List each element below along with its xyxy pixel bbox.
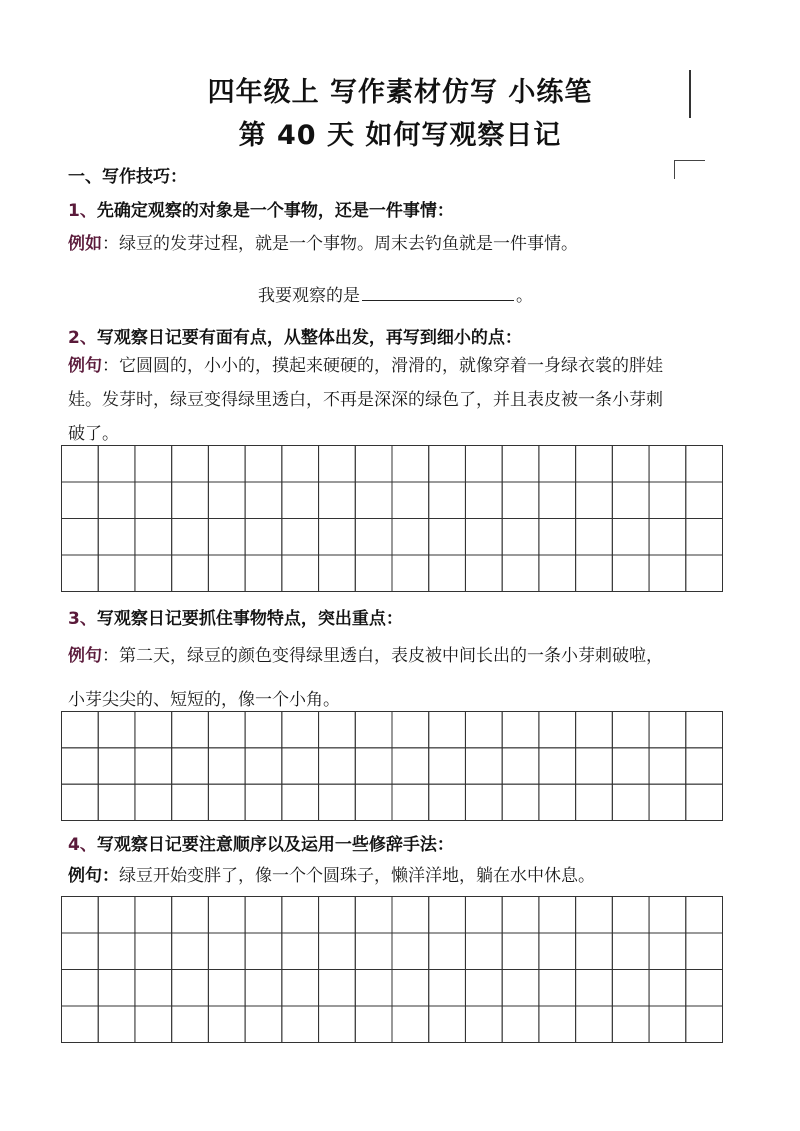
scan-corner-mark: [674, 160, 705, 179]
grid-cell[interactable]: [319, 933, 356, 970]
point-2-number: 2、: [68, 328, 97, 348]
grid-cell[interactable]: [355, 748, 392, 784]
grid-cell[interactable]: [539, 519, 576, 556]
grid-cell[interactable]: [135, 1006, 172, 1043]
grid-cell[interactable]: [62, 1006, 99, 1043]
grid-cell[interactable]: [172, 519, 209, 556]
grid-cell[interactable]: [465, 933, 502, 970]
grid-cell[interactable]: [429, 933, 466, 970]
grid-cell[interactable]: [62, 555, 99, 592]
scan-edge-mark: [689, 70, 691, 118]
grid-cell[interactable]: [429, 555, 466, 592]
grid-cell[interactable]: [282, 555, 319, 592]
grid-cell[interactable]: [172, 970, 209, 1007]
grid-cell[interactable]: [465, 519, 502, 556]
grid-cell[interactable]: [649, 748, 686, 784]
grid-cell[interactable]: [649, 712, 686, 748]
point-2-example: [68, 349, 663, 451]
grid-cell[interactable]: [686, 1006, 723, 1043]
grid-cell[interactable]: [135, 446, 172, 483]
grid-cell[interactable]: [686, 784, 723, 820]
grid-cell[interactable]: [429, 482, 466, 519]
grid-cell[interactable]: [282, 933, 319, 970]
grid-cell[interactable]: [649, 519, 686, 556]
grid-cell[interactable]: [576, 482, 613, 519]
writing-grid-2[interactable]: [61, 711, 723, 821]
point-1-title: [68, 196, 454, 221]
writing-grid-1[interactable]: [61, 445, 723, 592]
observe-prompt-end: 。: [516, 286, 533, 306]
grid-cell[interactable]: [245, 519, 282, 556]
grid-cell[interactable]: [465, 482, 502, 519]
example-label: 例句：: [68, 866, 119, 886]
grid-cell[interactable]: [392, 712, 429, 748]
grid-cell[interactable]: [62, 897, 99, 934]
grid-cell[interactable]: [208, 519, 245, 556]
grid-cell[interactable]: [612, 446, 649, 483]
grid-cell[interactable]: [282, 519, 319, 556]
example-line: [68, 634, 663, 678]
grid-cell[interactable]: [612, 748, 649, 784]
grid-cell[interactable]: [245, 784, 282, 820]
grid-cell[interactable]: [686, 482, 723, 519]
grid-cell[interactable]: [172, 933, 209, 970]
point-4-example: [68, 859, 595, 893]
grid-cell[interactable]: [612, 519, 649, 556]
example-text: ：第二天，绿豆的颜色变得绿里透白，表皮被中间长出的一条小芽刺破啦，: [102, 646, 663, 666]
grid-cell[interactable]: [245, 970, 282, 1007]
grid-cell[interactable]: [355, 712, 392, 748]
example-line: 破了。: [68, 424, 119, 444]
grid-cell[interactable]: [649, 482, 686, 519]
grid-cell[interactable]: [282, 784, 319, 820]
grid-cell[interactable]: [539, 446, 576, 483]
grid-cell[interactable]: [208, 1006, 245, 1043]
grid-cell[interactable]: [649, 555, 686, 592]
grid-cell[interactable]: [392, 519, 429, 556]
grid-cell[interactable]: [319, 712, 356, 748]
example-text: ：它圆圆的，小小的，摸起来硬硬的，滑滑的，就像穿着一身绿衣裳的胖娃: [102, 356, 663, 376]
grid-cell[interactable]: [355, 784, 392, 820]
grid-cell[interactable]: [355, 970, 392, 1007]
grid-cell[interactable]: [429, 446, 466, 483]
point-1-example: [68, 227, 578, 261]
grid-cell[interactable]: [282, 482, 319, 519]
grid-cell[interactable]: [98, 748, 135, 784]
grid-cell[interactable]: [319, 446, 356, 483]
grid-cell[interactable]: [429, 897, 466, 934]
grid-cell[interactable]: [245, 748, 282, 784]
example-line: 小芽尖尖的、短短的，像一个小角。: [68, 690, 340, 710]
grid-cell[interactable]: [245, 933, 282, 970]
grid-cell[interactable]: [208, 712, 245, 748]
example-label: 例如: [68, 234, 102, 254]
grid-cell[interactable]: [686, 970, 723, 1007]
grid-cell[interactable]: [135, 933, 172, 970]
grid-cell[interactable]: [539, 933, 576, 970]
grid-cell[interactable]: [208, 970, 245, 1007]
grid-cell[interactable]: [539, 712, 576, 748]
grid-cell[interactable]: [245, 897, 282, 934]
grid-cell[interactable]: [208, 446, 245, 483]
grid-cell[interactable]: [135, 555, 172, 592]
grid-cell[interactable]: [208, 482, 245, 519]
grid-cell[interactable]: [465, 555, 502, 592]
grid-cell[interactable]: [208, 933, 245, 970]
grid-cell[interactable]: [319, 1006, 356, 1043]
page-title-line2: 第 40 天 如何写观察日记: [238, 120, 562, 151]
grid-cell[interactable]: [612, 482, 649, 519]
grid-cell[interactable]: [392, 897, 429, 934]
grid-cell[interactable]: [172, 784, 209, 820]
grid-cell[interactable]: [355, 446, 392, 483]
grid-cell[interactable]: [502, 933, 539, 970]
grid-cell[interactable]: [465, 784, 502, 820]
grid-cell[interactable]: [465, 1006, 502, 1043]
grid-cell[interactable]: [62, 970, 99, 1007]
point-4-number: 4、: [68, 835, 97, 855]
grid-cell[interactable]: [172, 897, 209, 934]
grid-cell[interactable]: [392, 748, 429, 784]
grid-cell[interactable]: [686, 897, 723, 934]
grid-cell[interactable]: [98, 897, 135, 934]
grid-cell[interactable]: [392, 970, 429, 1007]
grid-cell[interactable]: [135, 784, 172, 820]
point-3-number: 3、: [68, 609, 97, 629]
grid-cell[interactable]: [539, 784, 576, 820]
point-3-example: [68, 634, 663, 722]
observe-prompt-text: 我要观察的是: [258, 286, 360, 306]
grid-cell[interactable]: [62, 748, 99, 784]
grid-cell[interactable]: [135, 748, 172, 784]
grid-cell[interactable]: [245, 712, 282, 748]
grid-cell[interactable]: [392, 482, 429, 519]
grid-cell[interactable]: [392, 555, 429, 592]
grid-cell[interactable]: [62, 482, 99, 519]
grid-cell[interactable]: [686, 933, 723, 970]
example-text: ：绿豆的发芽过程，就是一个事物。周末去钓鱼就是一件事情。: [102, 234, 578, 254]
grid-cell[interactable]: [62, 933, 99, 970]
point-3-title-text: 写观察日记要抓住事物特点，突出重点：: [96, 609, 403, 629]
grid-cell[interactable]: [576, 933, 613, 970]
grid-cell[interactable]: [686, 446, 723, 483]
grid-cell[interactable]: [539, 748, 576, 784]
grid-cell[interactable]: [98, 1006, 135, 1043]
grid-cell[interactable]: [576, 970, 613, 1007]
grid-cell[interactable]: [465, 748, 502, 784]
point-3-title: [68, 604, 403, 629]
grid-cell[interactable]: [502, 784, 539, 820]
grid-cell[interactable]: [686, 519, 723, 556]
grid-cell[interactable]: [465, 970, 502, 1007]
grid-cell[interactable]: [355, 555, 392, 592]
point-4-title: [68, 830, 454, 855]
grid-cell[interactable]: [62, 446, 99, 483]
grid-cell[interactable]: [465, 897, 502, 934]
grid-cell[interactable]: [502, 748, 539, 784]
grid-cell[interactable]: [649, 933, 686, 970]
grid-cell[interactable]: [502, 1006, 539, 1043]
grid-cell[interactable]: [612, 1006, 649, 1043]
grid-cell[interactable]: [539, 555, 576, 592]
grid-cell[interactable]: [355, 933, 392, 970]
observe-prompt: [258, 279, 533, 313]
grid-cell[interactable]: [429, 1006, 466, 1043]
grid-cell[interactable]: [282, 712, 319, 748]
grid-cell[interactable]: [62, 712, 99, 748]
grid-cell[interactable]: [98, 933, 135, 970]
grid-cell[interactable]: [245, 555, 282, 592]
grid-cell[interactable]: [392, 1006, 429, 1043]
grid-cell[interactable]: [282, 446, 319, 483]
grid-cell[interactable]: [245, 482, 282, 519]
grid-cell[interactable]: [355, 897, 392, 934]
grid-cell[interactable]: [576, 519, 613, 556]
grid-cell[interactable]: [539, 1006, 576, 1043]
example-text: 绿豆开始变胖了，像一个个圆珠子，懒洋洋地，躺在水中休息。: [119, 866, 595, 886]
grid-cell[interactable]: [502, 519, 539, 556]
grid-cell[interactable]: [576, 446, 613, 483]
grid-cell[interactable]: [282, 970, 319, 1007]
grid-cell[interactable]: [319, 784, 356, 820]
grid-cell[interactable]: [355, 482, 392, 519]
grid-cell[interactable]: [319, 482, 356, 519]
grid-cell[interactable]: [172, 1006, 209, 1043]
grid-cell[interactable]: [62, 519, 99, 556]
grid-cell[interactable]: [319, 897, 356, 934]
grid-cell[interactable]: [612, 784, 649, 820]
page-title-line1: 四年级上 写作素材仿写 小练笔: [207, 77, 593, 108]
grid-cell[interactable]: [612, 897, 649, 934]
grid-cell[interactable]: [245, 446, 282, 483]
grid-cell[interactable]: [576, 748, 613, 784]
grid-cell[interactable]: [539, 897, 576, 934]
grid-cell[interactable]: [612, 555, 649, 592]
grid-cell[interactable]: [172, 712, 209, 748]
example-line: [68, 349, 663, 383]
grid-cell[interactable]: [612, 970, 649, 1007]
grid-cell[interactable]: [135, 712, 172, 748]
grid-cell[interactable]: [135, 519, 172, 556]
grid-cell[interactable]: [208, 784, 245, 820]
grid-cell[interactable]: [98, 519, 135, 556]
grid-cell[interactable]: [282, 748, 319, 784]
grid-cell[interactable]: [98, 784, 135, 820]
grid-cell[interactable]: [98, 712, 135, 748]
grid-cell[interactable]: [502, 482, 539, 519]
grid-cell[interactable]: [686, 748, 723, 784]
point-2-title: [68, 323, 522, 348]
grid-cell[interactable]: [355, 519, 392, 556]
grid-cell[interactable]: [429, 748, 466, 784]
grid-cell[interactable]: [98, 482, 135, 519]
grid-cell[interactable]: [98, 970, 135, 1007]
grid-cell[interactable]: [319, 748, 356, 784]
grid-cell[interactable]: [576, 712, 613, 748]
example-line: 娃。发芽时，绿豆变得绿里透白，不再是深深的绿色了，并且表皮被一条小芽刺: [68, 390, 663, 410]
point-1-number: 1、: [68, 201, 97, 221]
grid-cell[interactable]: [172, 446, 209, 483]
grid-cell[interactable]: [319, 970, 356, 1007]
grid-cell[interactable]: [392, 933, 429, 970]
grid-cell[interactable]: [502, 555, 539, 592]
grid-cell[interactable]: [686, 555, 723, 592]
grid-cell[interactable]: [208, 748, 245, 784]
grid-cell[interactable]: [208, 897, 245, 934]
grid-cell[interactable]: [172, 748, 209, 784]
grid-cell[interactable]: [245, 1006, 282, 1043]
observe-answer-blank[interactable]: [362, 286, 514, 301]
grid-cell[interactable]: [576, 897, 613, 934]
grid-cell[interactable]: [429, 712, 466, 748]
grid-cell[interactable]: [429, 784, 466, 820]
grid-cell[interactable]: [649, 1006, 686, 1043]
grid-cell[interactable]: [355, 1006, 392, 1043]
grid-cell[interactable]: [502, 712, 539, 748]
grid-cell[interactable]: [502, 897, 539, 934]
grid-cell[interactable]: [465, 712, 502, 748]
grid-cell[interactable]: [686, 712, 723, 748]
grid-cell[interactable]: [135, 970, 172, 1007]
grid-cell[interactable]: [172, 482, 209, 519]
grid-cell[interactable]: [392, 784, 429, 820]
section-heading: 一、写作技巧：: [68, 167, 187, 187]
grid-cell[interactable]: [649, 970, 686, 1007]
grid-cell[interactable]: [62, 784, 99, 820]
grid-cell[interactable]: [429, 519, 466, 556]
grid-cell[interactable]: [649, 897, 686, 934]
grid-cell[interactable]: [576, 1006, 613, 1043]
writing-grid-3[interactable]: [61, 896, 723, 1043]
grid-cell[interactable]: [135, 482, 172, 519]
grid-cell[interactable]: [392, 446, 429, 483]
grid-cell[interactable]: [612, 933, 649, 970]
grid-cell[interactable]: [576, 555, 613, 592]
grid-cell[interactable]: [576, 784, 613, 820]
grid-cell[interactable]: [282, 1006, 319, 1043]
example-label: 例句: [68, 356, 102, 376]
grid-cell[interactable]: [282, 897, 319, 934]
grid-cell[interactable]: [539, 482, 576, 519]
grid-cell[interactable]: [502, 970, 539, 1007]
grid-cell[interactable]: [319, 555, 356, 592]
grid-cell[interactable]: [429, 970, 466, 1007]
point-2-title-text: 写观察日记要有面有点，从整体出发，再写到细小的点：: [96, 328, 522, 348]
grid-cell[interactable]: [208, 555, 245, 592]
grid-cell[interactable]: [465, 446, 502, 483]
grid-cell[interactable]: [649, 784, 686, 820]
grid-cell[interactable]: [319, 519, 356, 556]
grid-cell[interactable]: [612, 712, 649, 748]
point-1-title-text: 先确定观察的对象是一个事物，还是一件事情：: [96, 201, 454, 221]
grid-cell[interactable]: [98, 446, 135, 483]
grid-cell[interactable]: [539, 970, 576, 1007]
example-label: 例句: [68, 646, 102, 666]
point-4-title-text: 写观察日记要注意顺序以及运用一些修辞手法：: [96, 835, 454, 855]
grid-cell[interactable]: [135, 897, 172, 934]
grid-cell[interactable]: [98, 555, 135, 592]
grid-cell[interactable]: [502, 446, 539, 483]
grid-cell[interactable]: [649, 446, 686, 483]
grid-cell[interactable]: [172, 555, 209, 592]
